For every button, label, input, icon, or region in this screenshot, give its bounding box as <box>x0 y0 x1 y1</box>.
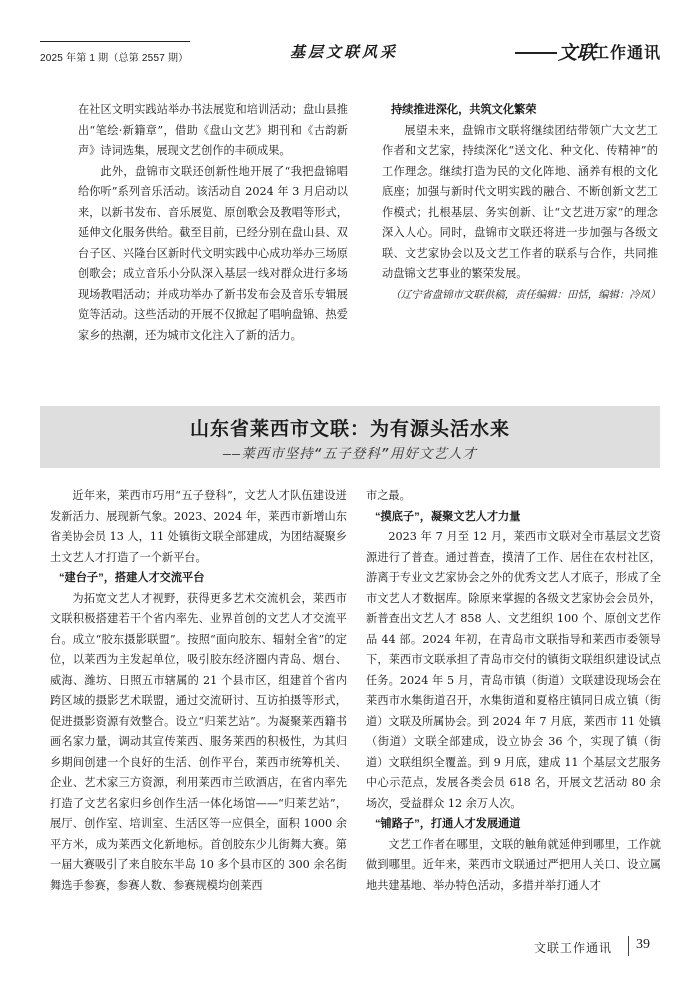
section-heading: 持续推进深化，共筑文化繁荣 <box>390 104 537 116</box>
article-title-banner <box>40 406 660 468</box>
article-title: 山东省莱西市文联：为有源头活水来 <box>189 418 510 440</box>
paragraph: 2023 年 7 月至 12 月，莱西市文联对全市基层文艺资源进行了普查。通过普查，摸清了工作、居住在农村社区，游离于专业文艺家协会之外的优秀文艺人才底子，形成了全市文艺人才数据库。除原来掌握的各级文艺家协会会员外，新普查出文艺人才 858 人、文艺组织 100 个、原创文艺作品 44 部。2024 年初，在青岛市文联指导和莱西市委领导下，莱西市文联承担了青岛市交付的镇街文联组织建设试点任务。2024 年 5 月，青岛市镇（街道）文联建设现场会在莱西市水集街道召开，水集街道和夏格庄镇同日成立镇（街道）文联及所属协会。到 2024 年 7 月底，莱西市 11 处镇（街道）文联全部建成，设立协会 36 个，实现了镇（街道）文联组织全覆盖。到 9 月底，建成 11 个基层文艺服务中心示范点，发展各类会员 618 名，开展文艺活动 80 余场次，受益群众 12 余万人次。 <box>366 530 661 810</box>
paragraph: 为拓宽文艺人才视野，获得更多艺术交流机会，莱西市文联积极搭建若干个省内率先、业界首创的文艺人才交流平台。成立“胶东摄影联盟”。按照“面向胶东、辐射全省”的定位，以莱西为主发起单位，吸引胶东经济圈内青岛、烟台、威海、潍坊、日照五市辖属的 21 个县市区，组建首个省内跨区域的摄影艺术联盟，通过交流研讨、互访拍摄等形式，促进摄影资源有效整合。设立“归莱艺站”。为凝聚莱西籍书画名家力量，调动其宣传莱西、服务莱西的积极性，为其归乡期间创建一个良好的生活、创作平台，莱西市统筹机关、企业、艺术家三方资源，利用莱西市兰欧酒店，在省内率先打造了文艺名家归乡创作生活一体化场馆——“归莱艺站”，展厅、创作室、培训室、生活区等一应俱全，面积 1000 余平方米，成为莱西文化新地标。首创胶东少儿街舞大赛。第一届大赛吸引了来自胶东半岛 10 多个县市区的 300 余名街舞选手参赛，参赛人数、参赛规模均创莱西 <box>50 591 347 892</box>
section-heading: “铺路子”，打通人才发展通道 <box>374 818 521 830</box>
prev-article-left-column <box>78 100 348 346</box>
publication-logo: 文联 <box>558 42 597 64</box>
article-credit: （辽宁省盘锦市文联供稿，责任编辑：田恬，编辑：冷凤） <box>390 288 661 301</box>
section-heading: “建台子”，搭建人才交流平台 <box>58 572 205 584</box>
issue-label: 2025 年第 1 期（总第 2557 期） <box>40 53 189 64</box>
paragraph: 市之最。 <box>366 489 411 502</box>
footer-divider <box>628 936 629 956</box>
paragraph: 近年来，莱西市巧用“五子登科”，文艺人才队伍建设迸发新活力、展现新气象。2023、2024 年，莱西市新增山东省美协会员 13 人，11 处镇街文联全部建成，为团结凝聚乡土文艺人才打造了一个新平台。 <box>50 489 347 564</box>
paragraph: 此外，盘锦市文联还创新性地开展了“我把盘锦唱给你听”系列音乐活动。该活动自 2024 年 3 月启动以来，以新书发布、音乐展览、原创歌会及教唱等形式，延伸文化服务供给。截至目前，已经分别在盘山县、双台子区、兴隆台区新时代文明实践中心成功举办三场原创歌会；成立音乐小分队深入基层一线对群众进行多场现场教唱活动；并成功举办了新书发布会及音乐专辑展览等活动。这些活动的开展不仅掀起了唱响盘锦、热爱家乡的热潮，还为城市文化注入了新的活力。 <box>78 164 348 342</box>
article-right-column <box>366 486 661 896</box>
publication-name: 工作通讯 <box>593 45 662 62</box>
header-rule <box>40 41 190 42</box>
paragraph: 展望未来，盘锦市文联将继续团结带领广大文艺工作者和文艺家，持续深化“送文化、种文化、传精神”的工作理念。继续打造为民的文化阵地、涵养有根的文化底座；加强与新时代文明实践的融合、不断创新文艺工作模式；扎根基层、务实创新、让“文艺进万家”的理念深入人心。同时，盘锦市文联还将进一步加强与各级文联、文艺家协会以及文艺工作者的联系与合作，共同推动盘锦文艺事业的繁荣发展。 <box>382 123 658 280</box>
page-number: 39 <box>636 937 650 952</box>
footer-publication: 文联工作通讯 <box>534 941 613 955</box>
paragraph: 在社区文明实践站举办书法展览和培训活动；盘山县推出“笔绘·新籍章”，借助《盘山文艺》期刊和《古韵新声》诗词选集，展现文艺创作的丰硕成果。 <box>78 103 348 157</box>
article-left-column <box>50 486 347 896</box>
header-right-rule <box>515 52 557 54</box>
prev-article-right-column <box>382 100 661 305</box>
section-heading: “摸底子”，凝聚文艺人才力量 <box>374 510 521 523</box>
section-title: 基层文联风采 <box>290 43 399 61</box>
paragraph: 文艺工作者在哪里，文联的触角就延伸到哪里，工作就做到哪里。近年来，莱西市文联通过严把用人关口、设立属地共建基地、举办特色活动，多措并举打通人才 <box>366 837 661 892</box>
article-subtitle: ——莱西市坚持“五子登科”用好文艺人才 <box>222 446 477 462</box>
